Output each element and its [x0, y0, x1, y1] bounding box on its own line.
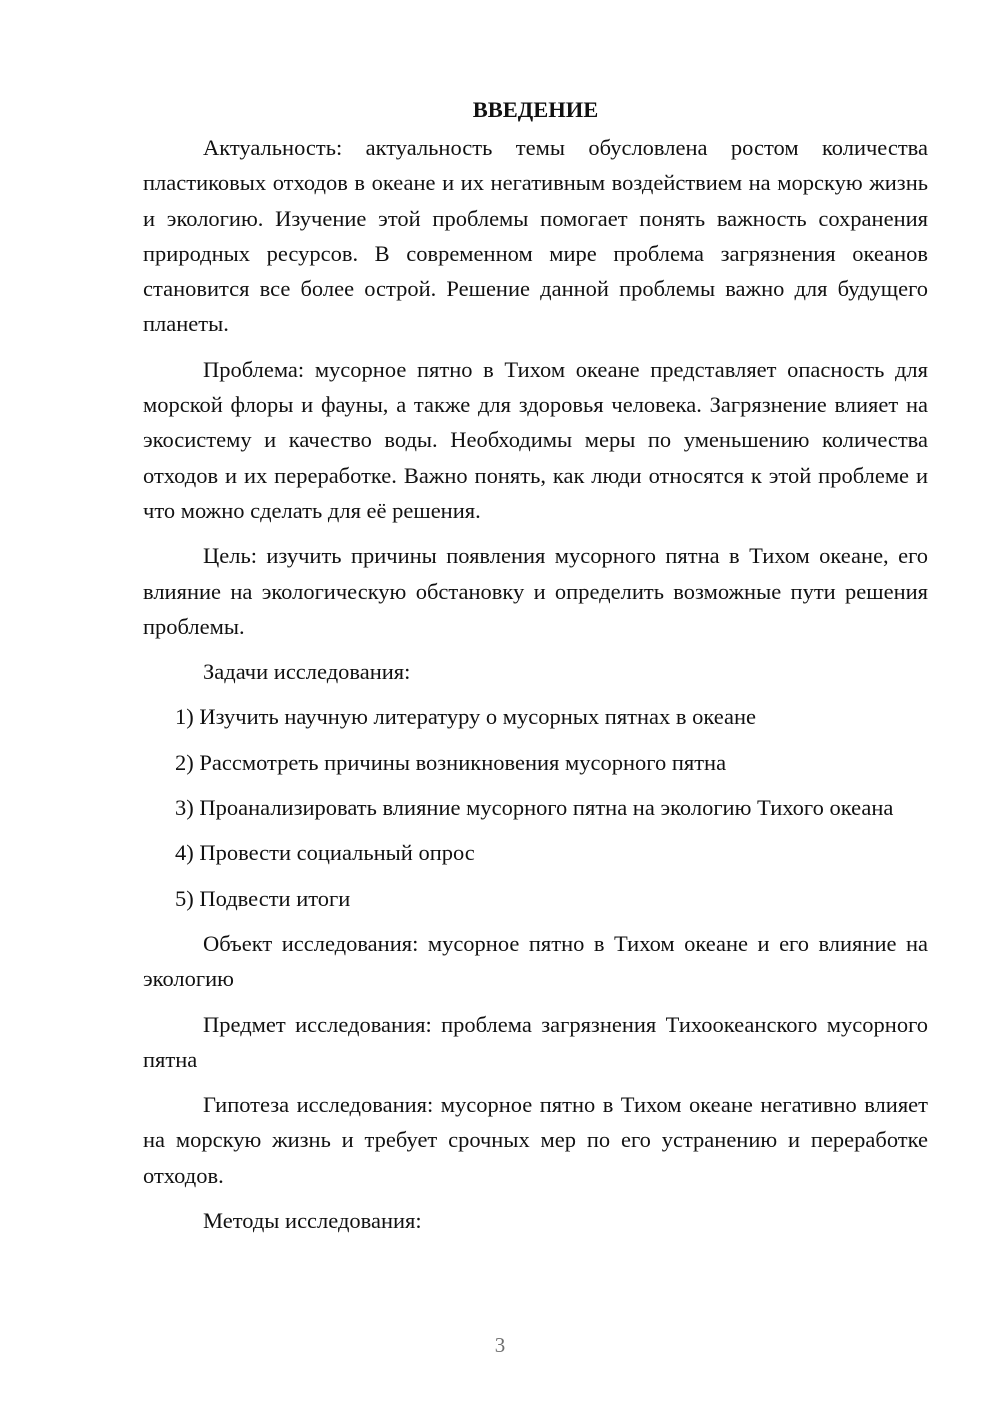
relevance-paragraph: Актуальность: актуальность темы обусловлена ростом количества пластиковых отходов в океане и их негативным воздействием на морскую жизнь и экологию. Изучение этой проблемы помогает понять важность сохранения природных ресурсов. В современном мире проблема загрязнения океанов становится все более острой. Решение данной проблемы важно для будущего планеты. — [143, 135, 928, 337]
page-content — [143, 92, 928, 1248]
task-item: 3) Проанализировать влияние мусорного пятна на экологию Тихого океана — [175, 795, 894, 821]
page-number: 3 — [494, 1333, 506, 1357]
task-item: 5) Подвести итоги — [175, 885, 351, 911]
task-item: 2) Рассмотреть причины возникновения мусорного пятна — [175, 749, 727, 775]
methods-heading: Методы исследования: — [203, 1208, 422, 1234]
task-item: 4) Провести социальный опрос — [175, 840, 475, 866]
problem-paragraph: Проблема: мусорное пятно в Тихом океане представляет опасность для морской флоры и фауны, а также для здоровья человека. Загрязнение влияет на экосистему и качество воды. Необходимы меры по уменьшению количества отходов и их переработке. Важно понять, как люди относятся к этой проблеме и что можно сделать для её решения. — [143, 356, 928, 523]
task-item: 1) Изучить научную литературу о мусорных пятнах в океане — [175, 704, 757, 730]
tasks-heading: Задачи исследования: — [203, 659, 411, 685]
hypothesis-paragraph: Гипотеза исследования: мусорное пятно в Тихом океане негативно влияет на морскую жизнь и требует срочных мер по его устранению и переработке отходов. — [143, 1092, 928, 1188]
goal-paragraph: Цель: изучить причины появления мусорного пятна в Тихом океане, его влияние на экологическую обстановку и определить возможные пути решения проблемы. — [143, 543, 928, 639]
object-paragraph: Объект исследования: мусорное пятно в Тихом океане и его влияние на экологию — [143, 930, 928, 992]
subject-paragraph: Предмет исследования: проблема загрязнения Тихоокеанского мусорного пятна — [143, 1011, 928, 1072]
section-title: ВВЕДЕНИЕ — [472, 97, 599, 122]
